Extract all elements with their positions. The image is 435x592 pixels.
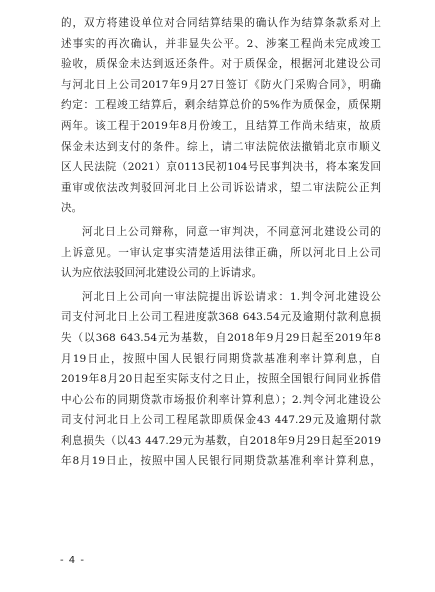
body-line: 决。 <box>61 202 83 215</box>
body-line: 中心公布的同期贷款市场报价利率计算利息）；2.判令河北建设公 <box>61 393 381 406</box>
body-line: 2019年8月20日起至实际支付之日止，按照全国银行间同业拆借 <box>61 373 381 386</box>
document-body <box>61 13 381 472</box>
body-line: 司支付河北日上公司工程进度款368 643.54元及逾期付款利息损 <box>61 311 381 324</box>
body-line: 月19日止，按照中国人民银行同期贷款基准利率计算利息，自 <box>61 352 381 365</box>
body-line: 与河北日上公司2017年9月27日签订《防火门采购合同》，明确 <box>61 78 381 91</box>
body-line: 的，双方将建设单位对合同结算结果的确认作为结算条款系对上 <box>61 17 381 29</box>
body-line: 认为应依法驳回河北建设公司的上诉请求。 <box>61 267 263 280</box>
body-line: 区人民法院（2021）京0113民初104号民事判决书，将本案发回 <box>61 161 381 174</box>
body-line: 验收，质保金未达到返还条件。对于质保金，根据河北建设公司 <box>61 58 381 71</box>
body-line: 约定：工程竣工结算后，剩余结算总价的5%作为质保金，质保期 <box>61 99 381 112</box>
body-line: 司支付河北日上公司工程尾款即质保金43 447.29元及逾期付款 <box>61 414 381 427</box>
body-line: 述事实的再次确认，并非显失公平。2、涉案工程尚未完成竣工 <box>61 37 381 50</box>
body-line: 上诉意见。一审认定事实清楚适用法律正确，所以河北日上公司 <box>61 246 381 259</box>
body-line: 河北日上公司辩称，同意一审判决，不同意河北建设公司的 <box>82 225 381 238</box>
body-line: 保金未达到支付的条件。综上，请二审法院依法撤销北京市顺义 <box>61 140 381 153</box>
body-line: 两年。该工程于2019年8月份竣工，且结算工作尚未结束，故质 <box>61 119 381 132</box>
body-line: 利息损失（以43 447.29元为基数，自2018年9月29日起至2019 <box>61 434 381 447</box>
body-line: 重审或依法改判驳回河北日上公司诉讼请求，望二审法院公正判 <box>61 181 381 194</box>
body-line: 年8月19日止，按照中国人民银行同期贷款基准利率计算利息， <box>61 455 381 468</box>
body-line: 河北日上公司向一审法院提出诉讼请求：1.判令河北建设公 <box>82 290 381 303</box>
body-line: 失（以368 643.54元为基数，自2018年9月29日起至2019年8 <box>61 331 381 344</box>
page-number: - 4 - <box>60 555 85 566</box>
